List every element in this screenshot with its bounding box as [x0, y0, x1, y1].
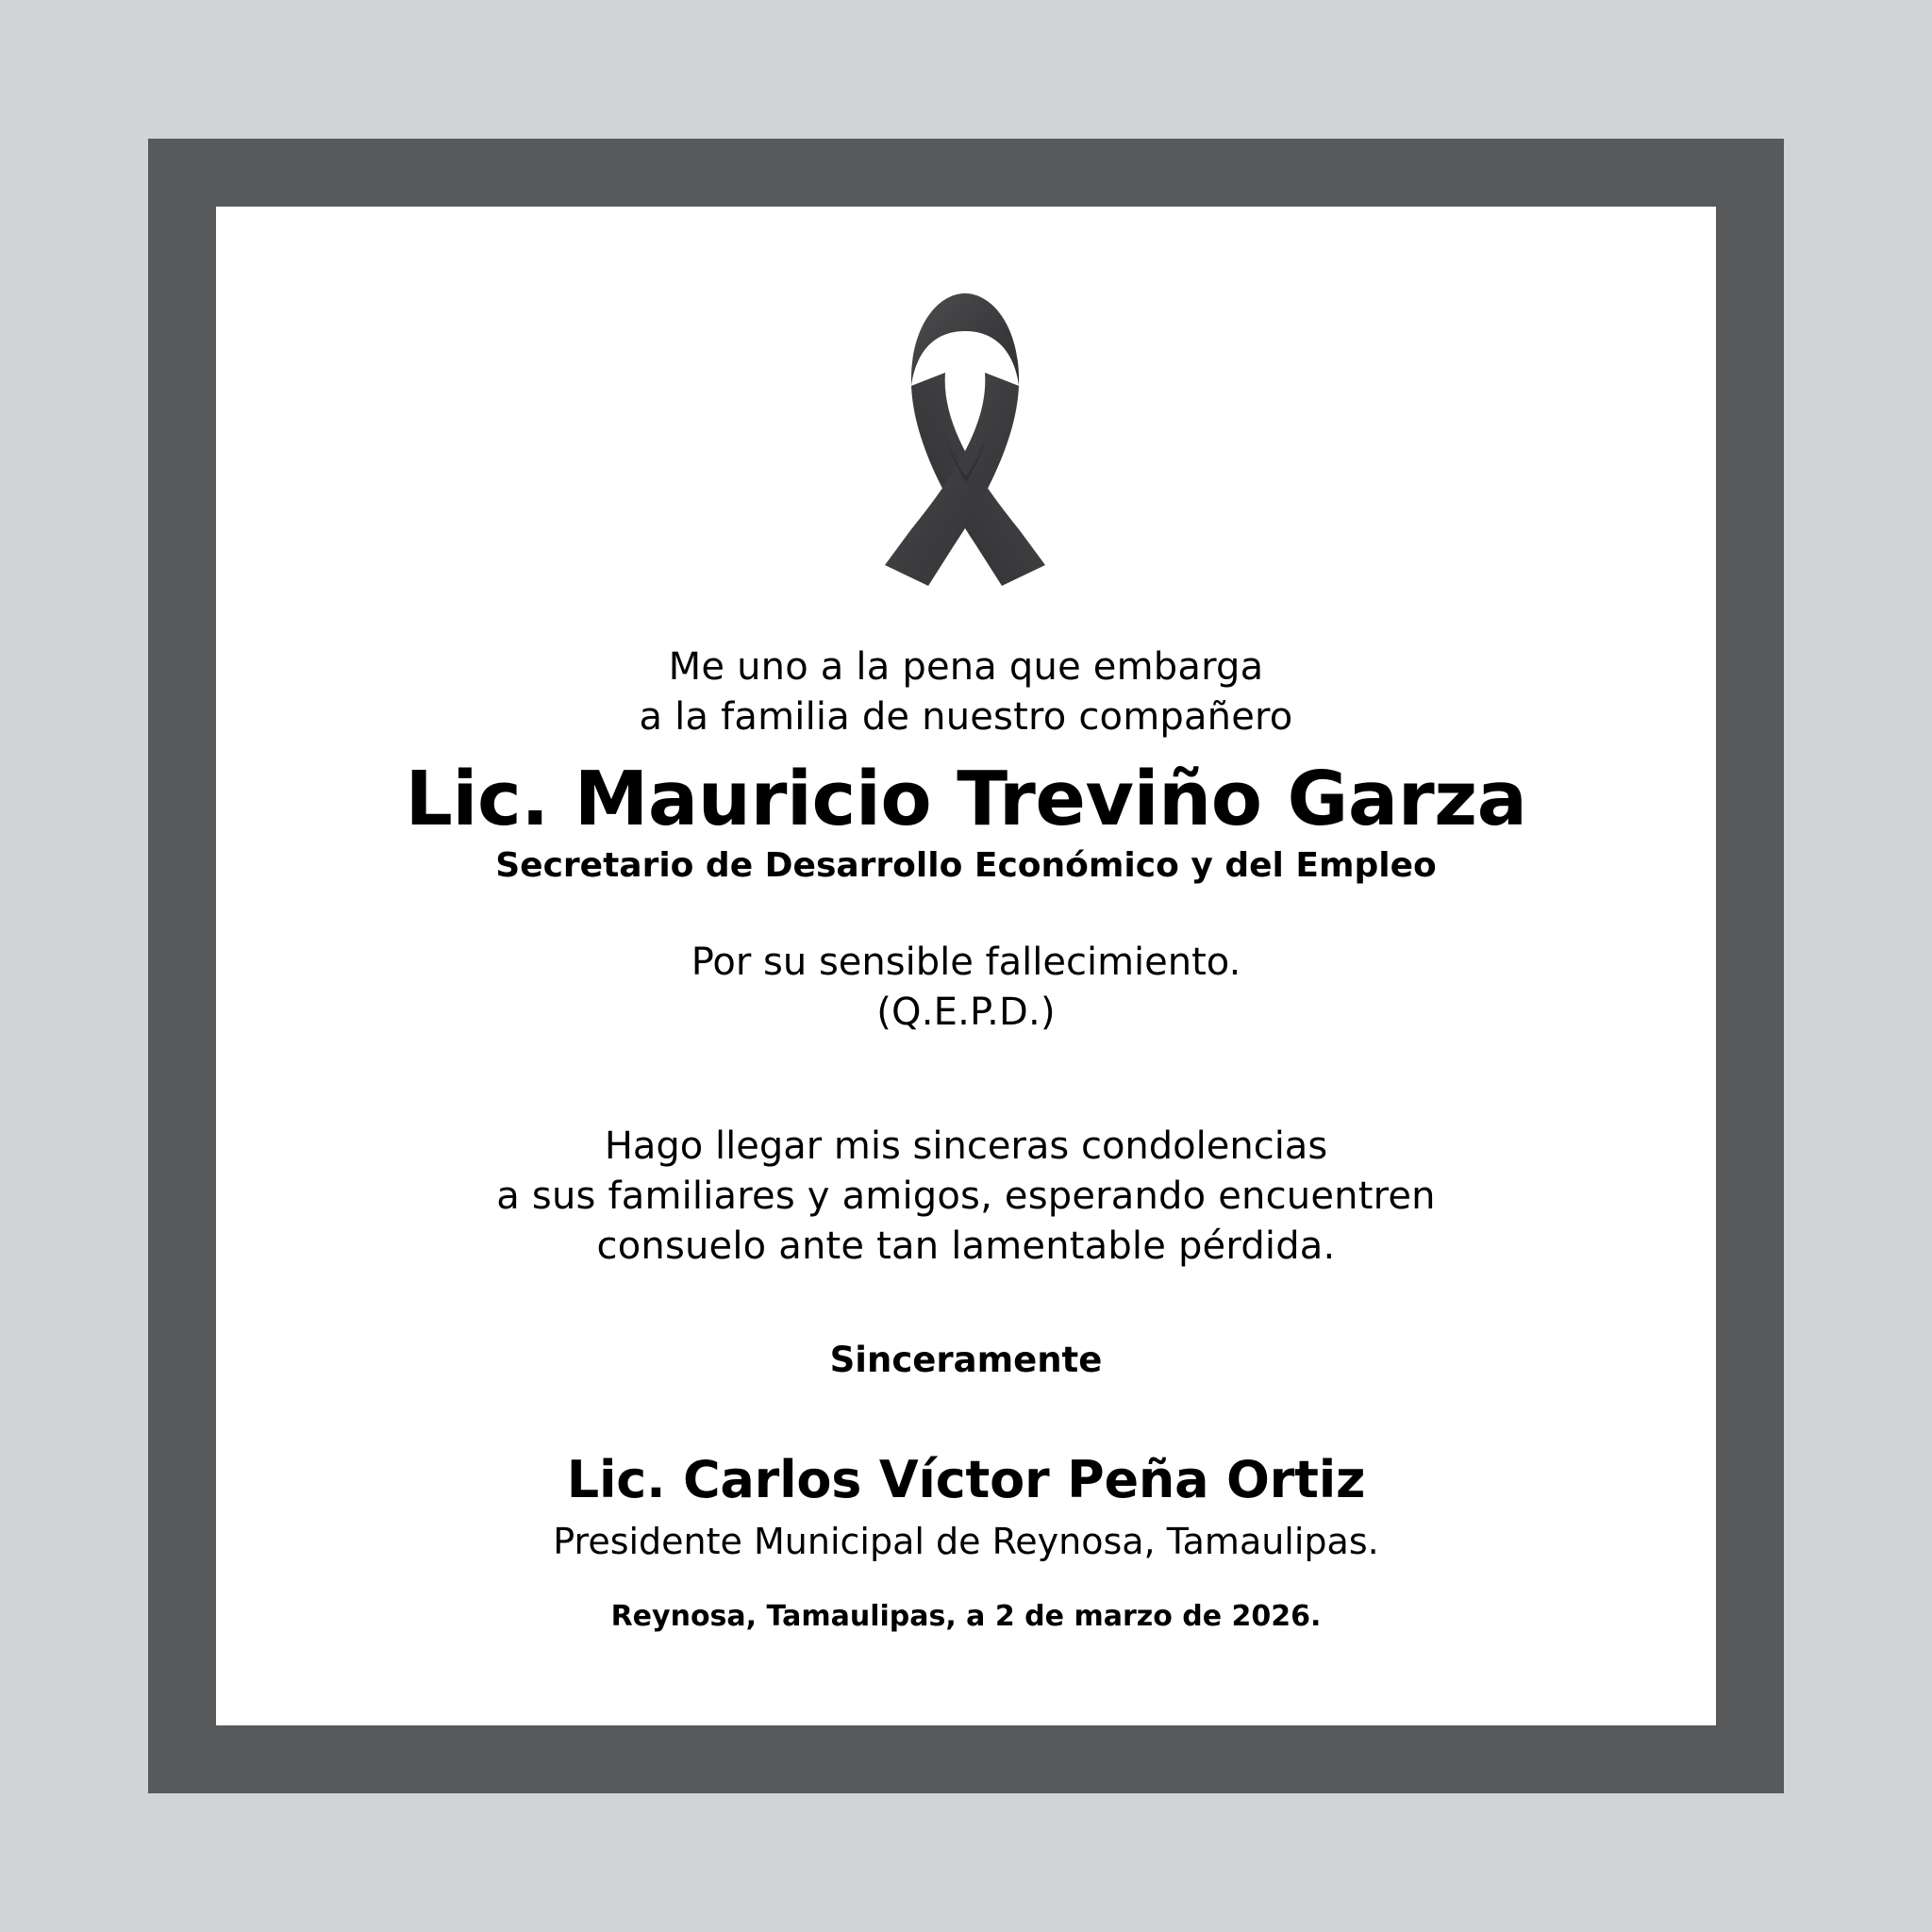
deceased-role: Secretario de Desarrollo Económico y del Empleo [495, 846, 1437, 886]
condolence-line-2: a sus familiares y amigos, esperando encuentren [496, 1174, 1436, 1219]
mourning-ribbon-icon [843, 282, 1089, 593]
intro-line-1: Me uno a la pena que embarga [668, 645, 1264, 689]
closing-word: Sinceramente [829, 1339, 1103, 1380]
condolence-line-1: Hago llegar mis sinceras condolencias [604, 1124, 1328, 1168]
signer-role: Presidente Municipal de Reynosa, Tamaulipas. [553, 1520, 1379, 1562]
passing-line-2: (Q.E.P.D.) [876, 990, 1056, 1034]
signer-name: Lic. Carlos Víctor Peña Ortiz [566, 1449, 1366, 1509]
passing-line-1: Por su sensible fallecimiento. [691, 941, 1241, 985]
intro-line-2: a la familia de nuestro compañero [639, 694, 1293, 739]
deceased-name: Lic. Mauricio Treviño Garza [405, 755, 1527, 842]
card-frame [148, 139, 1784, 1793]
condolence-line-3: consuelo ante tan lamentable pérdida. [596, 1224, 1336, 1268]
condolence-card [216, 207, 1716, 1725]
place-and-date: Reynosa, Tamaulipas, a 2 de marzo de 2026. [610, 1599, 1322, 1633]
message-block [406, 642, 1527, 1633]
